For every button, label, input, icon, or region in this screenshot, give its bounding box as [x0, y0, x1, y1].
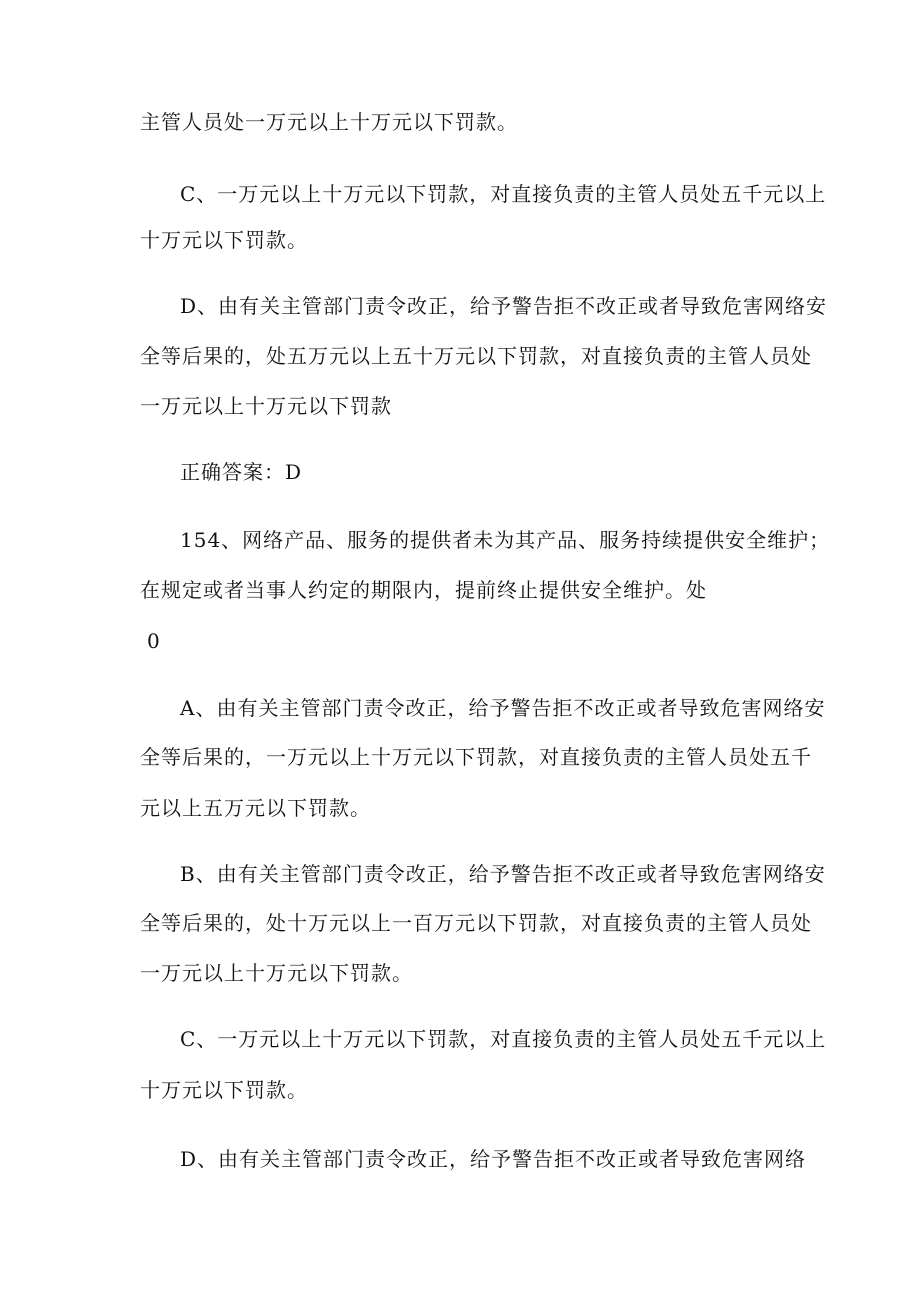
- option-a-end: 元以上五万元以下罚款。: [140, 796, 371, 820]
- text-line-prev-option-c-cont: 十万元以下罚款。: [140, 228, 308, 252]
- text-line-prev-option-b-end: 主管人员处一万元以上十万元以下罚款。: [140, 110, 518, 134]
- question-154-blank: 0: [147, 629, 161, 653]
- option-b-end: 一万元以上十万元以下罚款。: [140, 961, 413, 985]
- question-154-cont: 在规定或者当事人约定的期限内，提前终止提供安全维护。处: [140, 578, 707, 602]
- text-line-prev-option-c: C、一万元以上十万元以下罚款，对直接负责的主管人员处五千元以上: [180, 182, 827, 206]
- correct-answer: 正确答案：D: [180, 460, 303, 484]
- text-line-prev-option-d: D、由有关主管部门责令改正，给予警告拒不改正或者导致危害网络安: [180, 294, 828, 318]
- text-line-prev-option-d-end: 一万元以上十万元以下罚款: [140, 394, 392, 418]
- option-a: A、由有关主管部门责令改正，给予警告拒不改正或者导致危害网络安: [180, 696, 826, 720]
- option-a-cont: 全等后果的，一万元以上十万元以下罚款，对直接负责的主管人员处五千: [140, 745, 812, 769]
- option-b: B、由有关主管部门责令改正，给予警告拒不改正或者导致危害网络安: [180, 862, 826, 886]
- option-c: C、一万元以上十万元以下罚款，对直接负责的主管人员处五千元以上: [180, 1027, 827, 1051]
- text-line-prev-option-d-cont: 全等后果的，处五万元以上五十万元以下罚款，对直接负责的主管人员处: [140, 344, 812, 368]
- question-154: 154、网络产品、服务的提供者未为其产品、服务持续提供安全维护；: [180, 528, 831, 552]
- option-c-cont: 十万元以下罚款。: [140, 1078, 308, 1102]
- option-d: D、由有关主管部门责令改正，给予警告拒不改正或者导致危害网络: [180, 1147, 807, 1171]
- option-b-cont: 全等后果的，处十万元以上一百万元以下罚款，对直接负责的主管人员处: [140, 911, 812, 935]
